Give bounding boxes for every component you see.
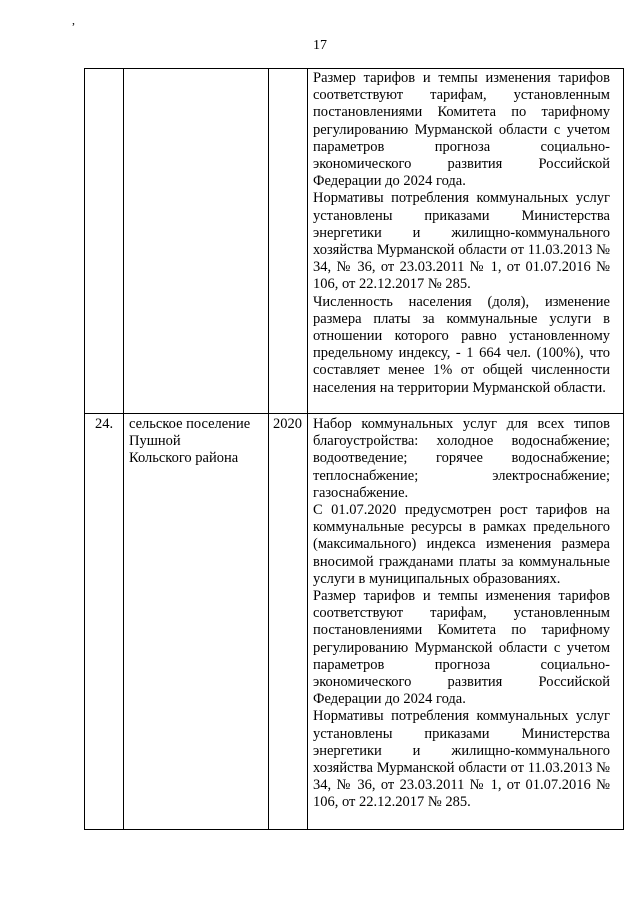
- page-number: 17: [313, 38, 327, 53]
- municipality-name: сельское поселение Пушной Кольского района: [129, 416, 251, 467]
- description-paragraph: С 01.07.2020 предусмотрен рост тарифов на коммунальные ресурсы в рамках предельного (максимального) индекса изменения размера вносимой гражданами платы за коммунальные услуги в муниципальных образованиях.: [313, 502, 610, 587]
- description-paragraph: Набор коммунальных услуг для всех типов благоустройства: холодное водоснабжение; водоотведение; горячее водоснабжение; теплоснабжение; электроснабжение; газоснабжение.: [313, 416, 610, 501]
- description-paragraph: Нормативы потребления коммунальных услуг установлены приказами Министерства энергетики и жилищно-коммунального хозяйства Мурманской области от 11.03.2013 № 34, № 36, от 23.03.2011 № 1, от 01.07.2016 № 106, от 22.12.2017 № 285.: [313, 190, 610, 293]
- row-number: 24.: [94, 416, 114, 432]
- description-cell: [313, 70, 610, 397]
- tariff-table: [84, 68, 624, 830]
- description-paragraph: Размер тарифов и темпы изменения тарифов соответствуют тарифам, установленным постановлениями Комитета по тарифному регулированию Мурманской области с учетом параметров прогноза социально-экономического развития Российской Федерации до 2024 года.: [313, 70, 610, 190]
- column-divider: [123, 69, 124, 829]
- description-paragraph: Численность населения (доля), изменение размера платы за коммунальные услуги в отношении которого равно установленному предельному индексу, - 1 664 чел. (100%), что составляет менее 1% от общей численности населения на территории Мурманской области.: [313, 293, 610, 396]
- corner-mark: ,: [72, 13, 75, 27]
- description-paragraph: Размер тарифов и темпы изменения тарифов соответствуют тарифам, установленным постановлениями Комитета по тарифному регулированию Мурманской области с учетом параметров прогноза социально-экономического развития Российской Федерации до 2024 года.: [313, 588, 610, 708]
- column-divider: [307, 69, 308, 829]
- description-cell: [313, 416, 610, 812]
- year: 2020: [273, 416, 302, 432]
- row-divider: [85, 413, 623, 414]
- description-paragraph: Нормативы потребления коммунальных услуг установлены приказами Министерства энергетики и жилищно-коммунального хозяйства Мурманской области от 11.03.2013 № 34, № 36, от 23.03.2011 № 1, от 01.07.2016 № 106, от 22.12.2017 № 285.: [313, 708, 610, 811]
- column-divider: [268, 69, 269, 829]
